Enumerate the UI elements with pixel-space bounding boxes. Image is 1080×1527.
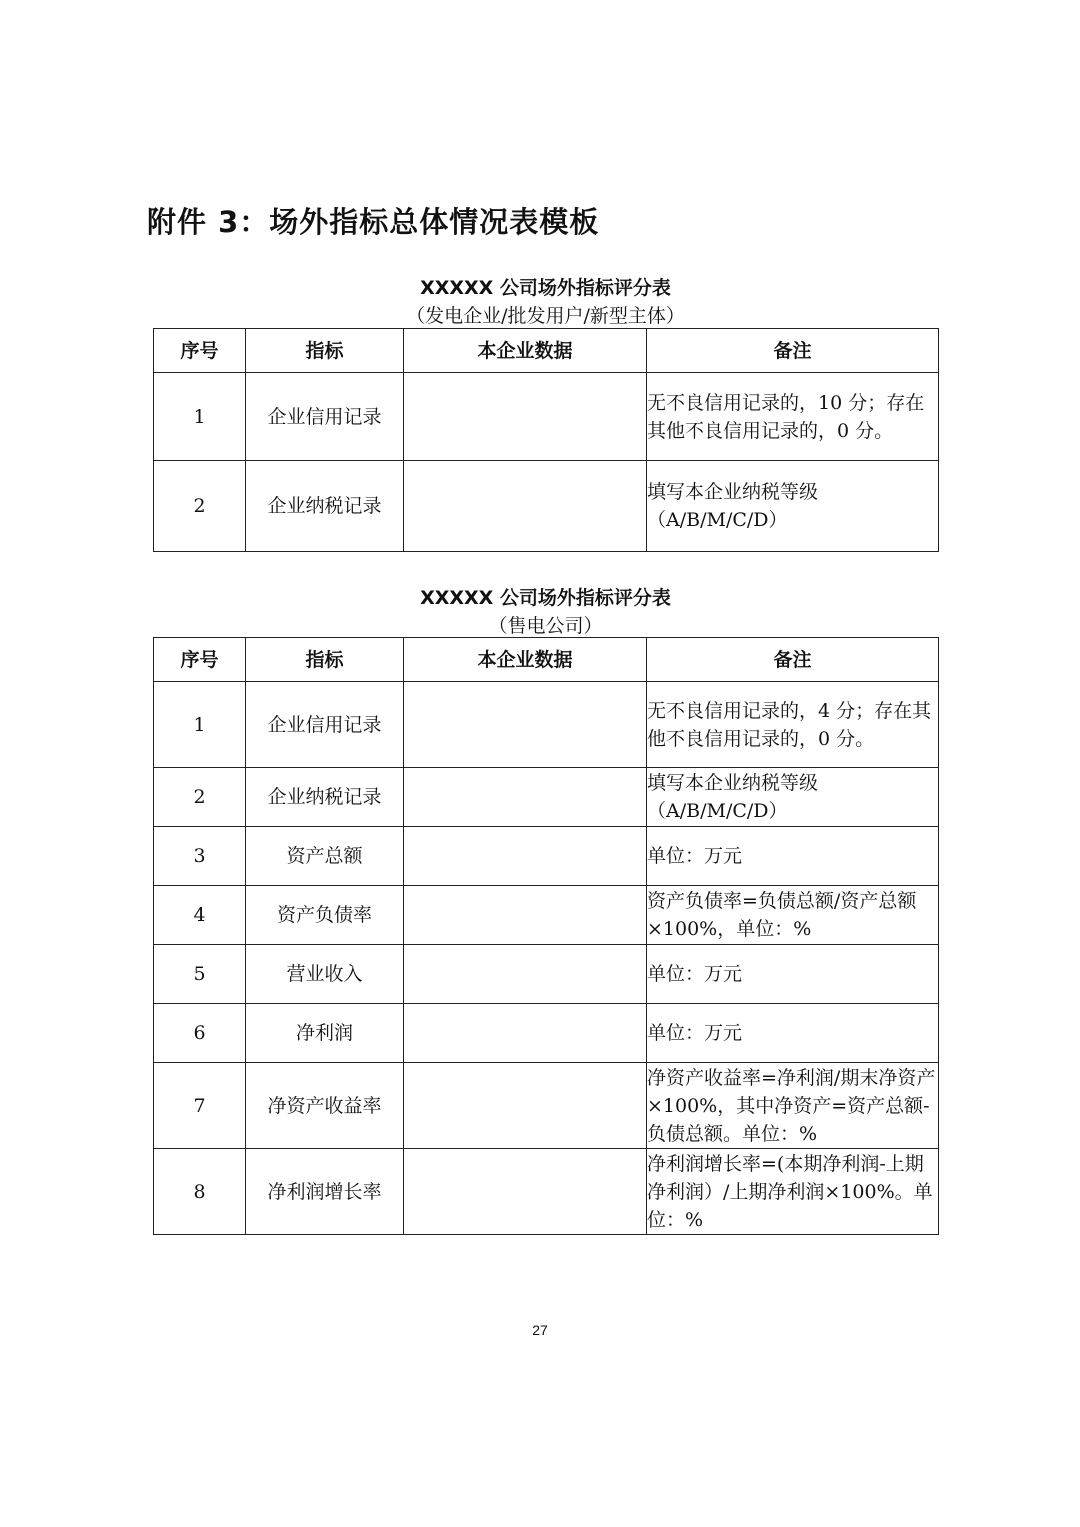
row-note: 填写本企业纳税等级（A/B/M/C/D） <box>647 768 939 827</box>
table2-subtitle: （售电公司） <box>488 615 603 637</box>
row-indicator: 净资产收益率 <box>246 1063 404 1149</box>
row-indicator: 资产负债率 <box>246 886 404 945</box>
row-number: 2 <box>154 768 246 827</box>
table1-subtitle: （发电企业/批发用户/新型主体） <box>406 305 685 327</box>
row-indicator: 净利润增长率 <box>246 1149 404 1235</box>
row-note: 净资产收益率=净利润/期末净资产×100%，其中净资产=资产总额-负债总额。单位：% <box>647 1063 939 1149</box>
row-indicator: 企业信用记录 <box>246 682 404 768</box>
row-number: 1 <box>154 373 246 461</box>
col-header-note: 备注 <box>647 638 939 682</box>
table-row <box>154 1063 939 1149</box>
row-indicator: 企业纳税记录 <box>246 461 404 552</box>
col-header-indicator: 指标 <box>246 638 404 682</box>
col-header-note: 备注 <box>647 329 939 373</box>
row-value-cell[interactable] <box>404 1063 647 1149</box>
row-note: 单位：万元 <box>647 945 939 1004</box>
col-header-data: 本企业数据 <box>404 329 647 373</box>
page-heading: 附件 3：场外指标总体情况表模板 <box>147 205 600 239</box>
table-header-row <box>154 638 939 682</box>
row-number: 1 <box>154 682 246 768</box>
table1 <box>153 328 939 552</box>
row-value-cell[interactable] <box>404 886 647 945</box>
row-value-cell[interactable] <box>404 373 647 461</box>
row-note: 填写本企业纳税等级（A/B/M/C/D） <box>647 461 939 552</box>
row-number: 3 <box>154 827 246 886</box>
row-indicator: 企业信用记录 <box>246 373 404 461</box>
page-number: 27 <box>532 1322 548 1338</box>
table2 <box>153 637 939 1235</box>
row-note: 净利润增长率=(本期净利润-上期净利润）/上期净利润×100%。单位：% <box>647 1149 939 1235</box>
table-row <box>154 461 939 552</box>
row-value-cell[interactable] <box>404 768 647 827</box>
table-header-row <box>154 329 939 373</box>
row-value-cell[interactable] <box>404 827 647 886</box>
row-note: 无不良信用记录的，10 分；存在其他不良信用记录的，0 分。 <box>647 373 939 461</box>
row-note: 单位：万元 <box>647 1004 939 1063</box>
row-number: 5 <box>154 945 246 1004</box>
row-value-cell[interactable] <box>404 945 647 1004</box>
row-number: 7 <box>154 1063 246 1149</box>
row-value-cell[interactable] <box>404 682 647 768</box>
row-indicator: 净利润 <box>246 1004 404 1063</box>
table-row <box>154 827 939 886</box>
row-note: 无不良信用记录的，4 分；存在其他不良信用记录的，0 分。 <box>647 682 939 768</box>
row-value-cell[interactable] <box>404 1004 647 1063</box>
row-indicator: 企业纳税记录 <box>246 768 404 827</box>
col-header-no: 序号 <box>154 329 246 373</box>
col-header-no: 序号 <box>154 638 246 682</box>
row-value-cell[interactable] <box>404 1149 647 1235</box>
table-row <box>154 373 939 461</box>
col-header-indicator: 指标 <box>246 329 404 373</box>
row-value-cell[interactable] <box>404 461 647 552</box>
table-row <box>154 886 939 945</box>
row-note: 资产负债率=负债总额/资产总额×100%，单位：% <box>647 886 939 945</box>
table2-title: XXXXX 公司场外指标评分表 <box>420 587 671 609</box>
row-note: 单位：万元 <box>647 827 939 886</box>
row-number: 8 <box>154 1149 246 1235</box>
col-header-data: 本企业数据 <box>404 638 647 682</box>
table-row <box>154 1004 939 1063</box>
table-row <box>154 1149 939 1235</box>
row-indicator: 资产总额 <box>246 827 404 886</box>
row-indicator: 营业收入 <box>246 945 404 1004</box>
table-row <box>154 682 939 768</box>
row-number: 6 <box>154 1004 246 1063</box>
table-row <box>154 768 939 827</box>
table-row <box>154 945 939 1004</box>
row-number: 4 <box>154 886 246 945</box>
row-number: 2 <box>154 461 246 552</box>
table1-title: XXXXX 公司场外指标评分表 <box>420 277 671 299</box>
